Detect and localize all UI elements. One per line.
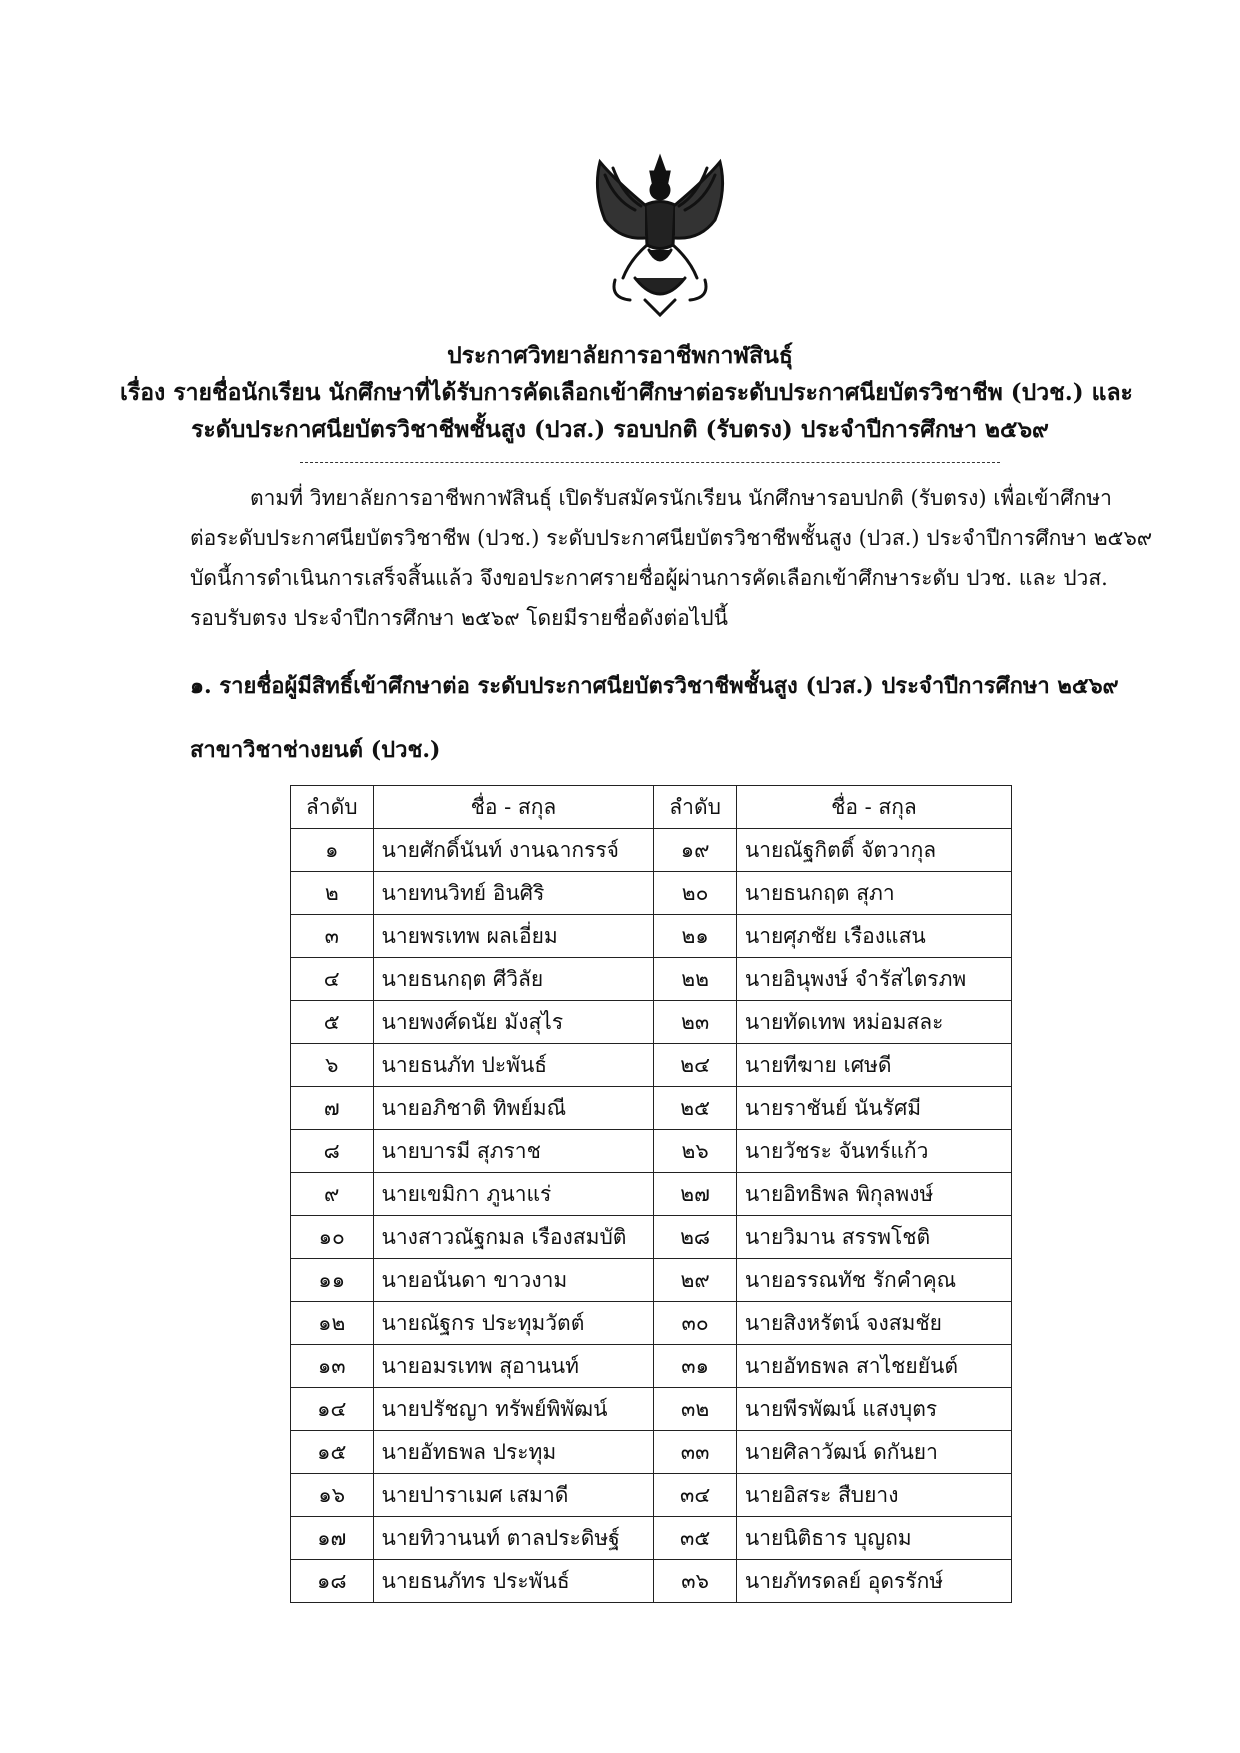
row-number: ๑๖ <box>291 1474 374 1517</box>
table-row <box>291 1474 1012 1517</box>
student-name: นายณัฐกิตติ์ จัตวากุล <box>736 829 1011 872</box>
row-number: ๒๐ <box>654 872 737 915</box>
row-number: ๒๘ <box>654 1216 737 1259</box>
student-name: นายพรเทพ ผลเอี่ยม <box>373 915 654 958</box>
student-name: นายอภิชาติ ทิพย์มณี <box>373 1087 654 1130</box>
body-paragraph-line1: ตามที่ วิทยาลัยการอาชีพกาฬสินธุ์ เปิดรับสมัครนักเรียน นักศึกษารอบปกติ (รับตรง) เพื่อเข้าศึกษา <box>250 486 1112 510</box>
student-name: นายนิติธาร บุญถม <box>736 1517 1011 1560</box>
table-row <box>291 1302 1012 1345</box>
row-number: ๒๙ <box>654 1259 737 1302</box>
student-name: นางสาวณัฐกมล เรืองสมบัติ <box>373 1216 654 1259</box>
row-number: ๒๑ <box>654 915 737 958</box>
table-row <box>291 1087 1012 1130</box>
row-number: ๖ <box>291 1044 374 1087</box>
header-name: ชื่อ - สกุล <box>736 786 1011 829</box>
table-row <box>291 1130 1012 1173</box>
student-name: นายอมรเทพ สุอานนท์ <box>373 1345 654 1388</box>
announcement-subject-cont: ระดับประกาศนียบัตรวิชาชีพชั้นสูง (ปวส.) รอบปกติ (รับตรง) ประจำปีการศึกษา ๒๕๖๙ <box>191 416 1049 443</box>
table-row <box>291 1259 1012 1302</box>
student-name: นายธนภัทร ประพันธ์ <box>373 1560 654 1603</box>
row-number: ๒๕ <box>654 1087 737 1130</box>
row-number: ๓๑ <box>654 1345 737 1388</box>
table-row <box>291 1345 1012 1388</box>
table-row <box>291 915 1012 958</box>
row-number: ๑๙ <box>654 829 737 872</box>
major-heading: สาขาวิชาช่างยนต์ (ปวช.) <box>190 737 441 763</box>
table-row <box>291 1044 1012 1087</box>
student-name: นายทีฆาย เศษดี <box>736 1044 1011 1087</box>
row-number: ๓๐ <box>654 1302 737 1345</box>
student-name: นายอิสระ สืบยาง <box>736 1474 1011 1517</box>
table-row <box>291 1431 1012 1474</box>
student-name: นายอัทธพล ประทุม <box>373 1431 654 1474</box>
student-name: นายสิงหรัตน์ จงสมชัย <box>736 1302 1011 1345</box>
row-number: ๑๒ <box>291 1302 374 1345</box>
student-name: นายอรรณทัช รักคำคุณ <box>736 1259 1011 1302</box>
header-no: ลำดับ <box>291 786 374 829</box>
student-name: นายภัทรดลย์ อุดรรักษ์ <box>736 1560 1011 1603</box>
student-name: นายเขมิกา ภูนาแร่ <box>373 1173 654 1216</box>
table-row <box>291 872 1012 915</box>
student-name: นายพีรพัฒน์ แสงบุตร <box>736 1388 1011 1431</box>
row-number: ๓๔ <box>654 1474 737 1517</box>
body-paragraph-line2: ต่อระดับประกาศนียบัตรวิชาชีพ (ปวช.) ระดับประกาศนียบัตรวิชาชีพชั้นสูง (ปวส.) ประจำปีการศึกษา ๒๕๖๙ <box>190 526 1153 550</box>
section-heading: ๑. รายชื่อผู้มีสิทธิ์เข้าศึกษาต่อ ระดับประกาศนียบัตรวิชาชีพชั้นสูง (ปวส.) ประจำปีการศึกษา ๒๕๖๙ <box>190 673 1119 699</box>
row-number: ๑๑ <box>291 1259 374 1302</box>
table-row <box>291 1560 1012 1603</box>
body-paragraph-line4: รอบรับตรง ประจำปีการศึกษา ๒๕๖๙ โดยมีรายชื่อดังต่อไปนี้ <box>190 606 728 630</box>
student-name: นายปรัชญา ทรัพย์พิพัฒน์ <box>373 1388 654 1431</box>
student-name: นายอัทธพล สาไชยยันต์ <box>736 1345 1011 1388</box>
student-name: นายศักดิ์นันท์ งานฉากรรจ์ <box>373 829 654 872</box>
row-number: ๒ <box>291 872 374 915</box>
row-number: ๗ <box>291 1087 374 1130</box>
student-name: นายทัดเทพ หม่อมสละ <box>736 1001 1011 1044</box>
student-name: นายอนันดา ขาวงาม <box>373 1259 654 1302</box>
row-number: ๓๖ <box>654 1560 737 1603</box>
row-number: ๙ <box>291 1173 374 1216</box>
student-name: นายอิทธิพล พิกุลพงษ์ <box>736 1173 1011 1216</box>
student-table <box>290 785 1012 1603</box>
table-header-row <box>291 786 1012 829</box>
row-number: ๑๔ <box>291 1388 374 1431</box>
student-name: นายธนกฤต ศีวิลัย <box>373 958 654 1001</box>
student-name: นายอินุพงษ์ จำรัสไตรภพ <box>736 958 1011 1001</box>
row-number: ๓ <box>291 915 374 958</box>
table-row <box>291 1173 1012 1216</box>
table-row <box>291 958 1012 1001</box>
student-name: นายณัฐกร ประทุมวัตต์ <box>373 1302 654 1345</box>
row-number: ๓๓ <box>654 1431 737 1474</box>
student-name: นายราชันย์ นันรัศมี <box>736 1087 1011 1130</box>
student-name: นายวัชระ จันทร์แก้ว <box>736 1130 1011 1173</box>
student-name: นายศุภชัย เรืองแสน <box>736 915 1011 958</box>
student-name: นายปาราเมศ เสมาดี <box>373 1474 654 1517</box>
row-number: ๒๗ <box>654 1173 737 1216</box>
row-number: ๑ <box>291 829 374 872</box>
garuda-emblem-icon <box>575 150 745 320</box>
row-number: ๔ <box>291 958 374 1001</box>
announcement-title: ประกาศวิทยาลัยการอาชีพกาฬสินธุ์ <box>447 342 793 369</box>
header-name: ชื่อ - สกุล <box>373 786 654 829</box>
announcement-subject: เรื่อง รายชื่อนักเรียน นักศึกษาที่ได้รับการคัดเลือกเข้าศึกษาต่อระดับประกาศนียบัตรวิชาชีพ (ปวช.) และ <box>120 379 1133 406</box>
row-number: ๘ <box>291 1130 374 1173</box>
header-no: ลำดับ <box>654 786 737 829</box>
row-number: ๒๓ <box>654 1001 737 1044</box>
row-number: ๒๖ <box>654 1130 737 1173</box>
table-row <box>291 1517 1012 1560</box>
student-name: นายพงศ์ดนัย มังสุไร <box>373 1001 654 1044</box>
student-name: นายธนกฤต สุภา <box>736 872 1011 915</box>
row-number: ๓๕ <box>654 1517 737 1560</box>
row-number: ๑๗ <box>291 1517 374 1560</box>
table-row <box>291 829 1012 872</box>
student-name: นายธนภัท ปะพันธ์ <box>373 1044 654 1087</box>
row-number: ๕ <box>291 1001 374 1044</box>
student-name: นายทิวานนท์ ตาลประดิษฐ์ <box>373 1517 654 1560</box>
row-number: ๑๕ <box>291 1431 374 1474</box>
student-name: นายวิมาน สรรพโชติ <box>736 1216 1011 1259</box>
row-number: ๑๐ <box>291 1216 374 1259</box>
body-paragraph-line3: บัดนี้การดำเนินการเสร็จสิ้นแล้ว จึงขอประกาศรายชื่อผู้ผ่านการคัดเลือกเข้าศึกษาระดับ ปวช. และ ปวส. <box>190 566 1108 590</box>
student-name: นายศิลาวัฒน์ ดกันยา <box>736 1431 1011 1474</box>
row-number: ๓๒ <box>654 1388 737 1431</box>
row-number: ๒๔ <box>654 1044 737 1087</box>
table-row <box>291 1001 1012 1044</box>
row-number: ๒๒ <box>654 958 737 1001</box>
table-row <box>291 1216 1012 1259</box>
row-number: ๑๘ <box>291 1560 374 1603</box>
student-name: นายทนวิทย์ อินศิริ <box>373 872 654 915</box>
student-name: นายบารมี สุภราช <box>373 1130 654 1173</box>
row-number: ๑๓ <box>291 1345 374 1388</box>
divider <box>300 462 1000 463</box>
table-row <box>291 1388 1012 1431</box>
